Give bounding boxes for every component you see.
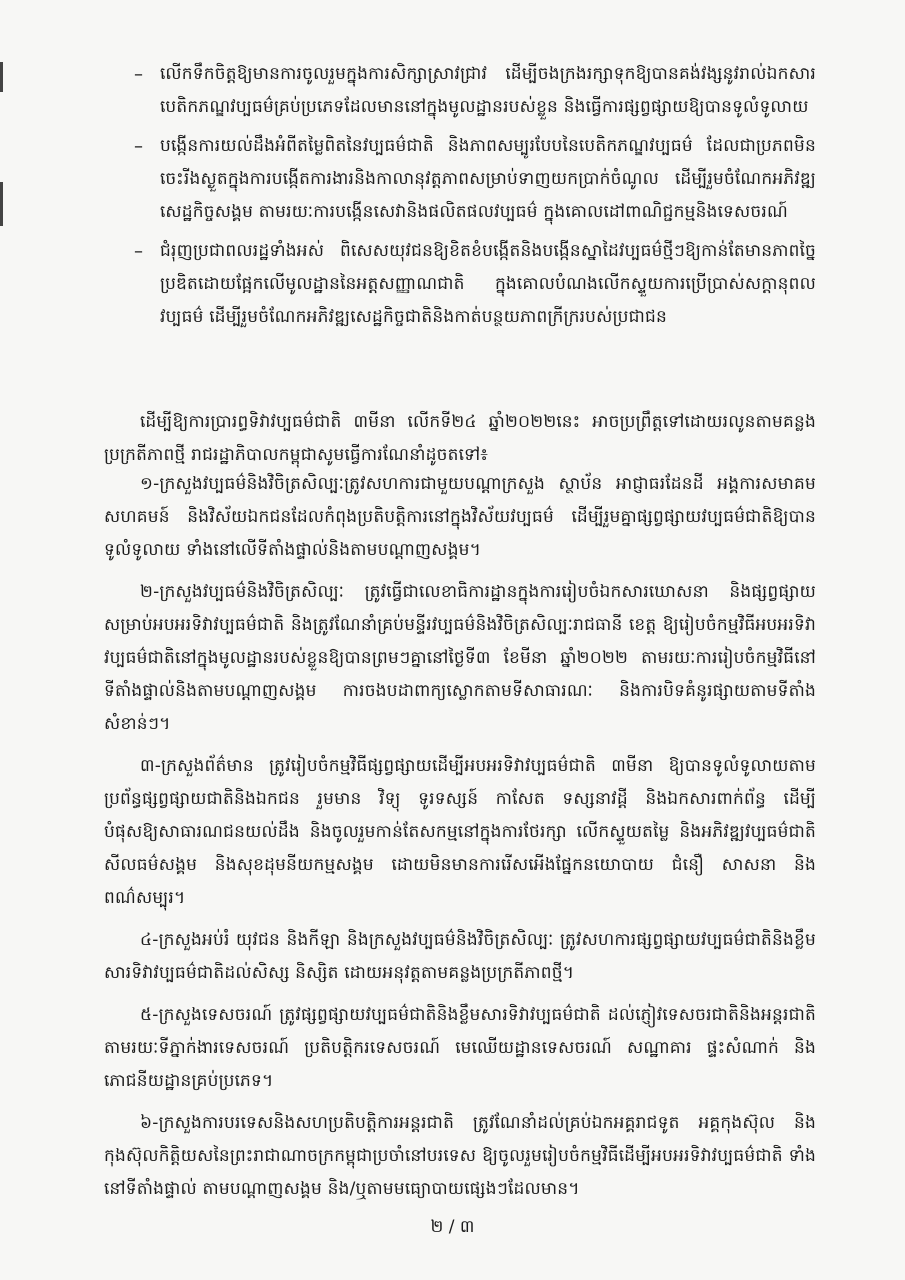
bullet-text: ជំរុញប្រជាពលរដ្ឋទាំងអស់ ពិសេសយុវជនឱ្យខិតខំបង្កើតនិងបង្កើនស្នាដៃវប្បធម៌ថ្មីៗឱ្យកាន់តែមានភាពច្នៃប្រឌិតដោយផ្អែកលើមូលដ្ឋាននៃអត្តសញ្ញាណជាតិ ក្នុងគោលបំណងលើកស្ទួយការប្រើប្រាស់សក្តានុពលវប្បធម៌ ដើម្បីរួមចំណែកអភិវឌ្ឍសេដ្ឋកិច្ចជាតិនិងកាត់បន្ថយភាពក្រីក្ររបស់ប្រជាជន (160, 241, 816, 327)
intro-paragraph: ដើម្បីឱ្យការប្រារព្ធទិវាវប្បធម៌ជាតិ ៣មីនា លើកទី២៤ ឆ្នាំ២០២២នេះ អាចប្រព្រឹត្តទៅដោយរលូនតាមគន្លងប្រក្រតីភាពថ្មី រាជរដ្ឋាភិបាលកម្ពុជាសូមធ្វើការណែនាំដូចតទៅ៖ (104, 412, 816, 465)
bullet-item (104, 235, 816, 334)
numbered-list (104, 468, 816, 1215)
numbered-item-5: ៥-ក្រសួងទេសចរណ៍ ត្រូវផ្សព្វផ្សាយវប្បធម៌ជាតិនិងខ្លឹមសារទិវាវប្បធម៌ជាតិ ដល់ភ្ញៀវទេសចរជាតិនិងអន្តរជាតិ តាមរយៈទីភ្នាក់ងារទេសចរណ៍ ប្រតិបត្តិករទេសចរណ៍ មេឈើយដ្ឋានទេសចរណ៍ សណ្ឋាគារ ផ្ទះសំណាក់ និងភោជនីយដ្ឋានគ្រប់ប្រភេទ។ (104, 1005, 816, 1091)
scan-edge-mark (0, 182, 3, 226)
dash-marker: – (134, 64, 143, 85)
dash-marker: – (134, 136, 143, 157)
numbered-item-4: ៤-ក្រសួងអប់រំ យុវជន និងកីឡា និងក្រសួងវប្បធម៌និងវិចិត្រសិល្បៈ ត្រូវសហការផ្សព្វផ្សាយវប្បធម៌ជាតិនិងខ្លឹមសារទិវាវប្បធម៌ជាតិដល់សិស្ស និស្សិត ដោយអនុវត្តតាមគន្លងប្រក្រតីភាពថ្មី។ (104, 930, 816, 983)
numbered-item-2: ២-ក្រសួងវប្បធម៌និងវិចិត្រសិល្បៈ ត្រូវធ្វើជាលេខាធិការដ្ឋានក្នុងការរៀបចំឯកសារឃោសនា និងផ្សព្វផ្សាយសម្រាប់អបអរទិវាវប្បធម៌ជាតិ និងត្រូវណែនាំគ្រប់មន្ទីរវប្បធម៌និងវិចិត្រសិល្បៈរាជធានី ខេត្ត ឱ្យរៀបចំកម្មវិធីអបអរទិវាវប្បធម៌ជាតិនៅក្នុងមូលដ្ឋានរបស់ខ្លួនឱ្យបានព្រមៗគ្នានៅថ្ងៃទី៣ ខែមីនា ឆ្នាំ២០២២ តាមរយៈការរៀបចំកម្មវិធីនៅទីតាំងផ្ទាល់និងតាមបណ្តាញសង្គម ការចងបដាពាក្យស្លោកតាមទីសាធារណៈ និងការបិទគំនូរផ្សាយតាមទីតាំងសំខាន់ៗ។ (104, 582, 816, 734)
scan-edge-mark (0, 62, 3, 92)
numbered-item-6: ៦-ក្រសួងការបរទេសនិងសហប្រតិបត្តិការអន្តរជាតិ ត្រូវណែនាំដល់គ្រប់ឯកអគ្គរាជទូត អគ្គកុងស៊ុល និងកុងស៊ុលកិត្តិយសនៃព្រះរាជាណាចក្រកម្ពុជាប្រចាំនៅបរទេស ឱ្យចូលរួមរៀបចំកម្មវិធីដើម្បីអបអរទិវាវប្បធម៌ជាតិ ទាំងនៅទីតាំងផ្ទាល់ តាមបណ្តាញសង្គម និង/ឬតាមមធ្យោបាយផ្សេងៗដែលមាន។ (104, 1113, 816, 1199)
bullet-text: បង្កើនការយល់ដឹងអំពីតម្លៃពិតនៃវប្បធម៌ជាតិ និងភាពសម្បូរបែបនៃបេតិកភណ្ឌវប្បធម៌ ដែលជាប្រភពមិនចេះរីងស្ងួតក្នុងការបង្កើតការងារនិងកាលានុវត្តភាពសម្រាប់ទាញយកប្រាក់ចំណូល ដើម្បីរួមចំណែកអភិវឌ្ឍសេដ្ឋកិច្ចសង្គម តាមរយៈការបង្កើនសេវានិងផលិតផលវប្បធម៌ ក្នុងគោលដៅពាណិជ្ជកម្មនិងទេសចរណ៍ (160, 136, 816, 222)
page-number: ២ / ៣ (430, 1217, 475, 1237)
bullet-list (104, 58, 816, 340)
bullet-item (104, 58, 816, 124)
dash-marker: – (134, 241, 143, 262)
bullet-item (104, 130, 816, 229)
numbered-item-1: ១-ក្រសួងវប្បធម៌និងវិចិត្រសិល្បៈត្រូវសហការជាមួយបណ្តាក្រសួង ស្ថាប័ន អាជ្ញាធរដែនដី អង្គការសមាគម សហគមន៍ និងវិស័យឯកជនដែលកំពុងប្រតិបត្តិការនៅក្នុងវិស័យវប្បធម៌ ដើម្បីរួមគ្នាផ្សព្វផ្សាយវប្បធម៌ជាតិឱ្យបានទូលំទូលាយ ទាំងនៅលើទីតាំងផ្ទាល់និងតាមបណ្តាញសង្គម។ (104, 474, 816, 560)
numbered-item-3: ៣-ក្រសួងព័ត៌មាន ត្រូវរៀបចំកម្មវិធីផ្សព្វផ្សាយដើម្បីអបអរទិវាវប្បធម៌ជាតិ ៣មីនា ឱ្យបានទូលំទូលាយតាមប្រព័ន្ធផ្សព្វផ្សាយជាតិនិងឯកជន រួមមាន វិទ្យុ ទូរទស្សន៍ កាសែត ទស្សនាវដ្តី និងឯកសារពាក់ព័ន្ធ ដើម្បីបំផុសឱ្យសាធារណជនយល់ដឹង និងចូលរួមកាន់តែសកម្មនៅក្នុងការថែរក្សា លើកស្ទួយតម្លៃ និងអភិវឌ្ឍវប្បធម៌ជាតិ សីលធម៌សង្គម និងសុខដុមនីយកម្មសង្គម ដោយមិនមានការរើសអើងផ្នែកនយោបាយ ជំនឿ សាសនា និងពណ៌សម្បុរ។ (104, 756, 816, 908)
bullet-text: លើកទឹកចិត្តឱ្យមានការចូលរួមក្នុងការសិក្សាស្រាវជ្រាវ ដើម្បីចងក្រងរក្សាទុកឱ្យបានគង់វង្សនូវរាល់ឯកសារបេតិកភណ្ឌវប្បធម៌គ្រប់ប្រភេទដែលមាននៅក្នុងមូលដ្ឋានរបស់ខ្លួន និងធ្វើការផ្សព្វផ្សាយឱ្យបានទូលំទូលាយ (160, 64, 816, 117)
